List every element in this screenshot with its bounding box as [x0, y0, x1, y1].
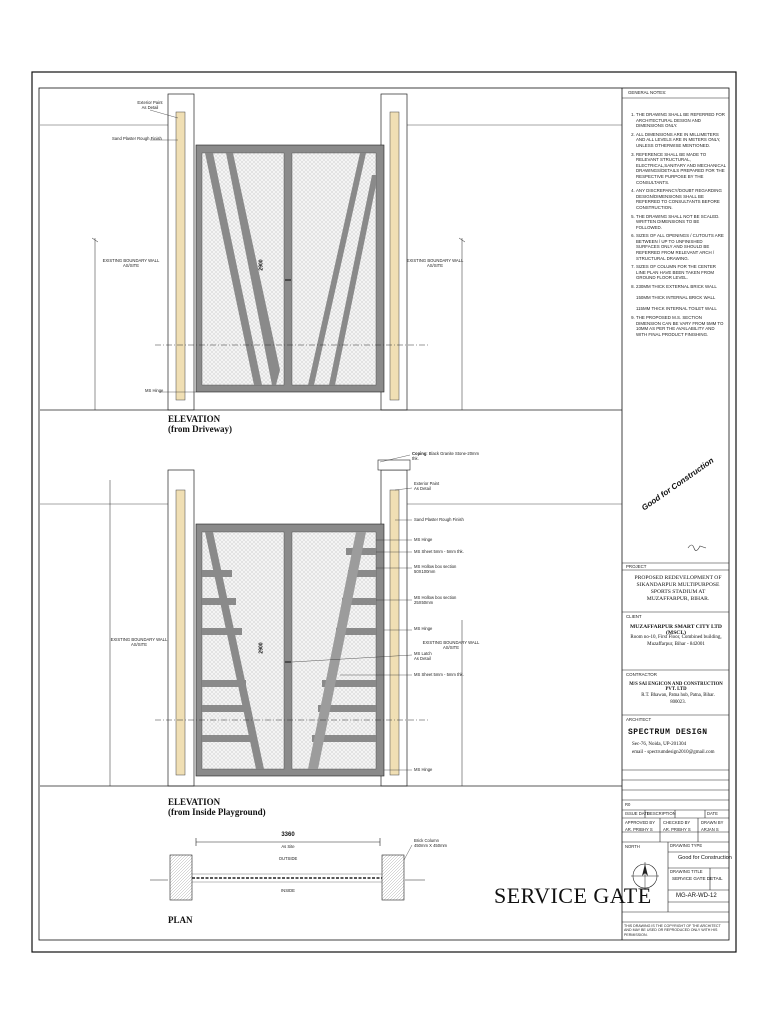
- drawn-by-label: DRAWN BY: [701, 820, 724, 825]
- ms-hinge-label-4: MS Hinge: [414, 767, 433, 772]
- note-6: 6. SIZES OF ALL OPENINGS / CUTOUTS ARE BETWEEN / UP TO UNFINISHED SURFACES ONLY AND SHOULD BE REFERRED FROM RELEVANT ARCH / STRUCTURAL DRAWING.: [636, 233, 726, 261]
- drawn-name: ARJAN S: [701, 827, 719, 832]
- checked-by-label: CHECKED BY: [663, 820, 691, 825]
- note-9: 9. THE PROPOSED M.S. SECTION DIMENSION CAN BE VARY FROM 5MM TO 10MM AS PER THE AVAILABILITY AND WITH FINAL PRODUCT FINISHING.: [636, 315, 726, 337]
- ms-sheet-label-2: MS Sheet 5mm - 5mm thk.: [414, 672, 464, 677]
- exterior-paint-label-1: Exterior Paint As Detail: [137, 100, 163, 111]
- boundary-wall-left-2: EXISTING BOUNDARY WALL AS/SITE: [110, 637, 168, 648]
- sand-plaster-label-2: Sand Plaster Rough Finish: [414, 517, 464, 522]
- signature: [688, 545, 706, 551]
- architect-email: email - spectrumdesign2010@gmail.com: [632, 750, 715, 755]
- client-name: MUZAFFARPUR SMART CITY LTD (MSCL): [630, 624, 722, 636]
- rev-description: DESCRIPTION: [647, 811, 676, 816]
- project-heading: PROJECT: [626, 564, 647, 569]
- coping-label: Coping: Black Granite Stone-20mm thk.: [412, 451, 480, 462]
- plan-outside: OUTSIDE: [278, 856, 298, 861]
- elevation-1-title: ELEVATION (from Driveway): [168, 414, 233, 434]
- boundary-wall-right-2: EXISTING BOUNDARY WALL AS/SITE: [422, 640, 480, 651]
- ms-hinge-label-2: MS Hinge: [414, 537, 433, 542]
- rev-date: DATE: [707, 811, 718, 816]
- note-3: 3. REFERENCE SHALL BE MADE TO RELEVANT STRUCTURAL, ELECTRICAL,SANITARY AND MECHANICAL DRAWINGS/DETAILS PREPARED FOR THE RESPECTIVE PURPOSE BY THE CONSULTANTS.: [636, 152, 726, 186]
- ms-hollow-label-1: MS Hollow box section 50X100mm: [414, 564, 457, 575]
- general-notes-heading: GENERAL NOTES:: [628, 90, 667, 95]
- sand-plaster-label-1: Sand Plaster Rough Finish: [112, 136, 162, 141]
- main-title: SERVICE GATE: [494, 883, 652, 908]
- approved-by-label: APPROVED BY: [625, 820, 656, 825]
- elevation-2-title: ELEVATION (from Inside Playground): [168, 797, 266, 817]
- architect-heading: ARCHITECT: [626, 717, 652, 722]
- construction-stamp: Good for Construction: [640, 455, 716, 513]
- drawing-title-label: DRAWING TITLE: [670, 869, 703, 874]
- note-2: 2. ALL DIMENSIONS ARE IN MILLIMETERS AND ALL LEVELS ARE IN METERS ONLY, UNLESS OTHERWISE MENTIONED.: [636, 132, 726, 149]
- elevation-driveway: [40, 94, 622, 410]
- contractor-heading: CONTRACTOR: [626, 672, 657, 677]
- ms-sheet-label-1: MS Sheet 5mm - 5mm thk.: [414, 549, 464, 554]
- drawing-type: Good for Construction: [678, 855, 732, 861]
- rev-r0: R0: [625, 802, 631, 807]
- boundary-wall-left-1: EXISTING BOUNDARY WALL AS/SITE: [102, 258, 160, 269]
- architect-address: Sec-76, Noida, UP-201304: [632, 742, 687, 747]
- note-8: 8. 230MM THICK EXTERNAL BRICK WALL 150MM THICK INTERNAL BRICK WALL 115MM THICK INTERNAL TOILET WALL: [636, 284, 726, 312]
- north-label: NORTH: [625, 844, 640, 849]
- boundary-wall-right-1: EXISTING BOUNDARY WALL AS/SITE: [406, 258, 464, 269]
- plan-as-site: As Site: [281, 844, 295, 849]
- contractor-address: R.T. Bhawan, Patna hub, Patna, Bihar. 800023.: [641, 693, 715, 705]
- exterior-paint-label-2: Exterior Paint As Detail: [414, 481, 440, 492]
- elevation-playground: [40, 455, 622, 786]
- plan-title: PLAN: [168, 915, 193, 925]
- note-5: 5. THE DRAWING SHALL NOT BE SCALED. WRITTEN DIMENSIONS TO BE FOLLOWED.: [636, 214, 726, 231]
- rev-issue-date: ISSUE DATE: [625, 811, 650, 816]
- contractor-name: M/S SAI ENGICON AND CONSTRUCTION PVT. LTD: [629, 682, 723, 692]
- copyright-note: THIS DRAWING IS THE COPYRIGHT OF THE ARCHITECT AND MAY BE USED OR REPRODUCED ONLY WITH HIS PERMISSION.: [624, 924, 721, 937]
- gate-height-1: 2900: [258, 259, 265, 271]
- brick-column-label: Brick Column 450mm X 450mm: [414, 838, 448, 849]
- plan-inside: INSIDE: [281, 888, 295, 893]
- note-7: 7. SIZES OF COLUMN FOR THE CENTER LINE PLAN HAVE BEEN TAKEN FROM GROUND FLOOR LEVEL.: [636, 264, 726, 281]
- ms-hinge-label-1: MS Hinge: [145, 388, 164, 393]
- checked-name: AR. PRIBHY S: [663, 827, 691, 832]
- general-notes-list: [626, 112, 726, 340]
- client-address: Room no-10, First Floor, Combined building, Muzaffarpur, Bihar - 842001: [630, 635, 722, 647]
- note-1: 1. THE DRAWING SHALL BE REFERRED FOR ARCHITECTURAL DESIGN AND DIMENSIONS ONLY.: [636, 112, 726, 129]
- plan-column-left: [170, 855, 192, 900]
- drawing-title-value: SERVICE GATE DETAIL: [672, 876, 723, 881]
- architect-name: SPECTRUM DESIGN: [628, 728, 708, 737]
- note-4: 4. ANY DISCREPANCY/DOUBT REGARDING DESIGN/DIMENSIONS SHALL BE REFERRED TO CONSULTANTS BEFORE CONSTRUCTION.: [636, 188, 726, 210]
- project-text: PROPOSED REDEVELOPMENT OF SIKANDARPUR MULTIPURPOSE SPORTS STADIUM AT MUZAFFARPUR, BIHAR.: [634, 575, 722, 602]
- drawing-number: MG-AR-WD-12: [676, 893, 717, 899]
- approved-name: AR. PRIBHY S: [625, 827, 653, 832]
- ms-latch-label: MS Latch As Detail: [414, 651, 432, 662]
- plan-width: 3360: [281, 832, 295, 838]
- ms-hinge-label-3: MS Hinge: [414, 626, 433, 631]
- plan-column-right: [382, 855, 404, 900]
- ms-hollow-label-2: MS Hollow box section 25X50mm: [414, 595, 457, 606]
- gate-height-2: 2900: [258, 642, 265, 654]
- client-heading: CLIENT: [626, 614, 642, 619]
- drawing-type-label: DRAWING TYPE: [670, 843, 703, 848]
